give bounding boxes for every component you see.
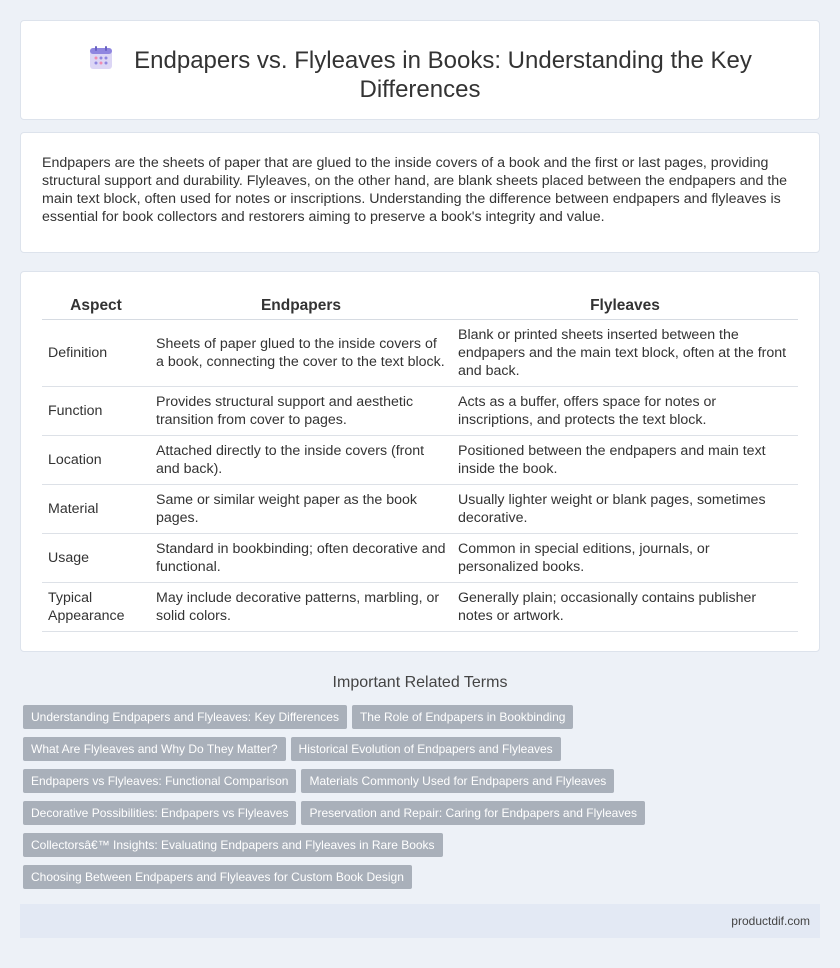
flyleaves-cell: Blank or printed sheets inserted between the endpapers and the main text block, often at the front and back.	[452, 319, 798, 386]
endpapers-cell: Same or similar weight paper as the book pages.	[150, 484, 452, 533]
footer	[20, 904, 820, 938]
title-line-2: Differences	[359, 76, 481, 103]
header-aspect: Aspect	[42, 294, 150, 319]
title-line-1: Endpapers vs. Flyleaves in Books: Understanding the Key	[134, 47, 752, 74]
endpapers-cell: May include decorative patterns, marbling, or solid colors.	[150, 582, 452, 631]
related-terms-title: Important Related Terms	[332, 674, 508, 691]
related-terms-list	[23, 705, 803, 897]
table-row	[42, 386, 798, 435]
related-term-link[interactable]: Collectorsâ€™ Insights: Evaluating Endpapers and Flyleaves in Rare Books	[23, 833, 443, 857]
table-row	[42, 484, 798, 533]
table-row	[42, 582, 798, 631]
aspect-cell: Typical Appearance	[42, 582, 150, 631]
aspect-cell: Function	[42, 386, 150, 435]
table-row	[42, 533, 798, 582]
flyleaves-cell: Acts as a buffer, offers space for notes or inscriptions, and protects the text block.	[452, 386, 798, 435]
endpapers-cell: Sheets of paper glued to the inside covers of a book, connecting the cover to the text block.	[150, 319, 452, 386]
intro-card	[20, 132, 820, 253]
comparison-table	[42, 294, 798, 632]
comparison-card	[20, 271, 820, 652]
related-term-link[interactable]: Preservation and Repair: Caring for Endpapers and Flyleaves	[301, 801, 645, 825]
calendar-icon	[88, 45, 114, 71]
related-term-link[interactable]: Materials Commonly Used for Endpapers and Flyleaves	[301, 769, 614, 793]
related-term-link[interactable]: Understanding Endpapers and Flyleaves: Key Differences	[23, 705, 347, 729]
endpapers-cell: Provides structural support and aesthetic transition from cover to pages.	[150, 386, 452, 435]
aspect-cell: Location	[42, 435, 150, 484]
related-term-link[interactable]: Historical Evolution of Endpapers and Flyleaves	[291, 737, 561, 761]
header-card	[20, 20, 820, 120]
endpapers-cell: Standard in bookbinding; often decorative and functional.	[150, 533, 452, 582]
intro-paragraph: Endpapers are the sheets of paper that are glued to the inside covers of a book and the first or last pages, providing structural support and durability. Flyleaves, on the other hand, are blank sheets placed between the endpapers and the main text block, often used for notes or inscriptions. Understanding the difference between endpapers and flyleaves is essential for book collectors and restorers aiming to preserve a book's integrity and value.	[42, 155, 788, 225]
table-row	[42, 319, 798, 386]
table-row	[42, 435, 798, 484]
flyleaves-cell: Common in special editions, journals, or personalized books.	[452, 533, 798, 582]
footer-site-link[interactable]: productdif.com	[731, 914, 810, 928]
flyleaves-cell: Positioned between the endpapers and main text inside the book.	[452, 435, 798, 484]
endpapers-cell: Attached directly to the inside covers (front and back).	[150, 435, 452, 484]
aspect-cell: Definition	[42, 319, 150, 386]
page-title	[21, 45, 819, 104]
related-term-link[interactable]: Choosing Between Endpapers and Flyleaves for Custom Book Design	[23, 865, 412, 889]
related-term-link[interactable]: The Role of Endpapers in Bookbinding	[352, 705, 573, 729]
header-flyleaves: Flyleaves	[452, 294, 798, 319]
aspect-cell: Material	[42, 484, 150, 533]
table-header-row	[42, 294, 798, 319]
aspect-cell: Usage	[42, 533, 150, 582]
header-endpapers: Endpapers	[150, 294, 452, 319]
flyleaves-cell: Generally plain; occasionally contains publisher notes or artwork.	[452, 582, 798, 631]
flyleaves-cell: Usually lighter weight or blank pages, sometimes decorative.	[452, 484, 798, 533]
related-term-link[interactable]: What Are Flyleaves and Why Do They Matter?	[23, 737, 286, 761]
related-term-link[interactable]: Decorative Possibilities: Endpapers vs Flyleaves	[23, 801, 296, 825]
related-term-link[interactable]: Endpapers vs Flyleaves: Functional Comparison	[23, 769, 296, 793]
